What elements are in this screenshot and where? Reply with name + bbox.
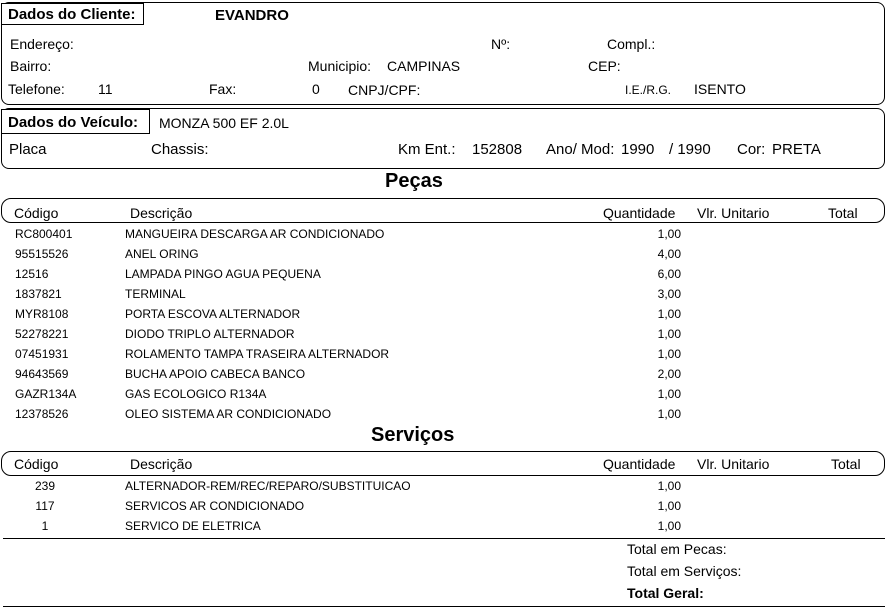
row-code: 117 (35, 499, 55, 513)
row-quantity: 2,00 (657, 367, 681, 381)
row-description: DIODO TRIPLO ALTERNADOR (125, 327, 295, 341)
row-quantity: 1,00 (657, 227, 681, 241)
km-label: Km Ent.: (398, 141, 456, 158)
servicos-header-total: Total (831, 456, 861, 472)
ano-label: Ano/ Mod: (546, 141, 615, 158)
row-description: ROLAMENTO TAMPA TRASEIRA ALTERNADOR (125, 347, 390, 361)
chassis-label: Chassis: (151, 141, 209, 158)
cnpj-label: CNPJ/CPF: (348, 82, 421, 98)
row-code: RC800401 (15, 227, 73, 241)
km-value: 152808 (472, 141, 523, 158)
row-quantity: 1,00 (657, 519, 681, 533)
pecas-header-total: Total (828, 205, 858, 221)
row-code: MYR8108 (15, 307, 69, 321)
row-quantity: 6,00 (657, 267, 681, 281)
municipio-value: CAMPINAS (387, 58, 461, 74)
vehicle-model: MONZA 500 EF 2.0L (159, 115, 289, 131)
municipio-label: Municipio: (308, 58, 372, 74)
cor-value: PRETA (772, 141, 821, 158)
pecas-header-descricao: Descrição (130, 205, 193, 221)
total-servicos-label: Total em Serviços: (627, 563, 742, 579)
row-quantity: 1,00 (657, 347, 681, 361)
row-code: 52278221 (15, 327, 69, 341)
servicos-header-descricao: Descrição (130, 456, 193, 472)
servicos-header-quantidade: Quantidade (603, 456, 676, 472)
fax-value: 0 (312, 81, 320, 97)
cep-label: CEP: (588, 58, 621, 74)
row-quantity: 4,00 (657, 247, 681, 261)
row-code: 1 (41, 519, 49, 533)
bairro-label: Bairro: (10, 58, 52, 74)
row-quantity: 1,00 (657, 327, 681, 341)
row-quantity: 1,00 (657, 407, 681, 421)
row-description: BUCHA APOIO CABECA BANCO (125, 367, 306, 381)
row-code: 94643569 (15, 367, 69, 381)
totals-divider (3, 538, 885, 539)
row-description: MANGUEIRA DESCARGA AR CONDICIONADO (125, 227, 385, 241)
row-description: OLEO SISTEMA AR CONDICIONADO (125, 407, 332, 421)
row-code: 1837821 (15, 287, 62, 301)
row-description: ALTERNADOR-REM/REC/REPARO/SUBSTITUICAO (125, 479, 411, 493)
row-description: TERMINAL (125, 287, 186, 301)
servicos-title: Serviços (371, 424, 455, 446)
placa-label: Placa (9, 141, 47, 158)
row-code: GAZR134A (15, 387, 77, 401)
numero-label: Nº: (491, 36, 511, 52)
row-description: SERVICOS AR CONDICIONADO (125, 499, 305, 513)
mod-value: / 1990 (669, 141, 711, 158)
compl-label: Compl.: (607, 36, 656, 52)
row-quantity: 1,00 (657, 387, 681, 401)
row-code: 239 (34, 479, 56, 493)
row-description: GAS ECOLOGICO R134A (125, 387, 267, 401)
cor-label: Cor: (737, 141, 766, 158)
ano-value: 1990 (621, 141, 655, 158)
row-code: 07451931 (15, 347, 69, 361)
row-description: LAMPADA PINGO AGUA PEQUENA (125, 267, 321, 281)
total-geral-label: Total Geral: (627, 585, 704, 601)
row-quantity: 1,00 (657, 479, 681, 493)
row-quantity: 1,00 (657, 499, 681, 513)
row-quantity: 3,00 (657, 287, 681, 301)
row-quantity: 1,00 (657, 307, 681, 321)
total-pecas-label: Total em Pecas: (627, 541, 727, 557)
ie-label: I.E./R.G. (625, 83, 672, 97)
servicos-header-codigo: Código (14, 456, 59, 472)
pecas-header-quantidade: Quantidade (603, 205, 676, 221)
pecas-title: Peças (385, 170, 443, 192)
fax-label: Fax: (209, 81, 237, 97)
ie-value: ISENTO (694, 81, 746, 97)
row-description: ANEL ORING (125, 247, 199, 261)
pecas-header-codigo: Código (14, 205, 59, 221)
servicos-header-vlr-unitario: Vlr. Unitario (697, 456, 770, 472)
row-description: PORTA ESCOVA ALTERNADOR (125, 307, 301, 321)
client-section-label: Dados do Cliente: (1, 3, 144, 25)
telefone-value: 11 (98, 81, 113, 97)
footer-divider (3, 606, 885, 607)
row-code: 12378526 (15, 407, 69, 421)
pecas-header-vlr-unitario: Vlr. Unitario (697, 205, 770, 221)
row-code: 95515526 (15, 247, 69, 261)
row-description: SERVICO DE ELETRICA (125, 519, 261, 533)
vehicle-section-label: Dados do Veículo: (1, 109, 150, 134)
row-code: 12516 (15, 267, 49, 281)
telefone-label: Telefone: (8, 81, 65, 97)
endereco-label: Endereço: (10, 36, 74, 52)
client-name: EVANDRO (215, 7, 289, 24)
